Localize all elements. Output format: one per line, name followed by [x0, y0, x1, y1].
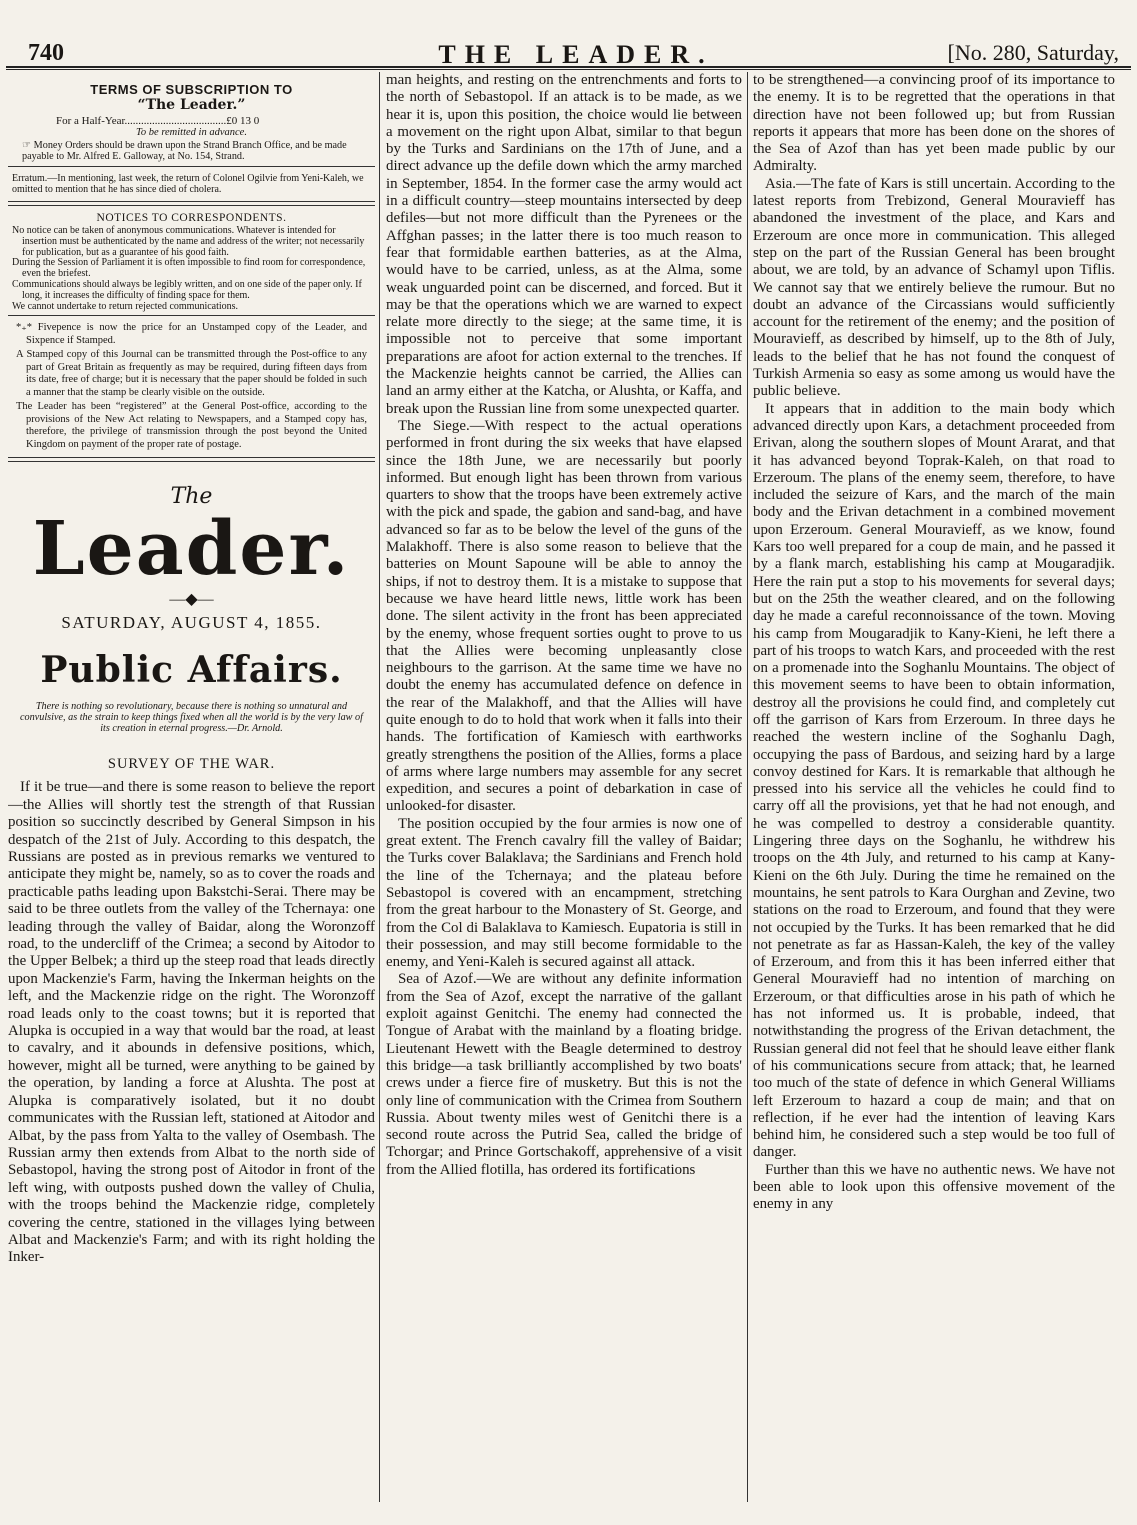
- subscription-rate: For a Half-Year.....................................£0 13 0: [56, 115, 260, 127]
- paragraph: If it be true—and there is some reason to believe the report—the Allies will shortly test the strength of that Russian position so succinctly described by General Simpson in his despatch of the 21st of July. According to this despatch, the Russians are posted as in previous remarks we ventured to anticipate they might be, namely, so as to cover the roads and practicable paths leading upon Bakstchi-Serai. There may be said to be three outlets from the valley of the Tchernaya: one leading through the valley of Baidar, along the Woronzoff road, to the undercliff of the Crimea; a second by Aitodor to the Upper Belbek; a third up the steep road that leads directly upon Mackenzie's Farm, having the Inkerman heights on the left, and the Mackenzie ridge on the right. The Woronzoff road leads only to the coast towns; but it is reported that Alupka is occupied in a way that would bar the road, at least to cavalry, and it abounds in defensive positions, which, however, might all be turned, were anything to be gained by the operation, by landing a force at Alushta. The post at Alupka is comparatively isolated, but it no doubt communicates with the Russian left, stationed at Aitodor and Albat, by the pass from Yalta to the valley of Osembash. The Russian army then extends from Albat to the north side of Sebastopol, having the strong post of Aitodor in front of the left wing, with outposts pushed down the valley of Chulia, with the troops behind the Mackenzie ridge, completely covering the centre, stationed in the villages lying between Albat and Mackenzie's Farm; and with its right holding the Inker-: [8, 779, 375, 1266]
- article-body: [386, 72, 742, 1179]
- article-body: [753, 72, 1115, 1214]
- leader-logo: [8, 484, 375, 609]
- logo-ornament: —◆—: [169, 591, 214, 609]
- paragraph: Sea of Azof.—We are without any definite information from the Sea of Azof, except the narrative of the gallant exploit against Genitchi. The enemy had connected the Tongue of Arabat with the mainland by a floating bridge. Lieutenant Hewett with the Beagle determined to destroy this bridge—a task brilliantly accomplished by two boats' crews under a fierce fire of musketry. But this is not the only line of communication with the Crimea from Southern Russia. About twenty miles west of Genitchi there is a second route across the Putrid Sea, called the bridge of Tchorgar; and Prince Gortschakoff, apprehensive of a visit from the Allied flotilla, has ordered its fortifications: [386, 971, 742, 1178]
- paragraph: man heights, and resting on the entrenchments and forts to the north of Sebastopol. If an attack is to be made, as we hear it is, upon this position, the choice would lie between a movement on the right upon Albat, similar to that begun by the Turks and Sardinians on the 17th of June, and a direct advance up the defile down which the army marched in September, 1854. In the former case the army would act in a difficult country—steep mountains intersected by deep defiles—but not more difficult than the Pyrenees or the Affghan passes; in the latter there is too much reason to fear that formidable earthen batteries, as at the Alma, would have to be carried, unless, as at the Alma, some weak unguarded point can be discerned, and forced. But it may be that the operations which we are warned to expect relate more directly to the siege; at the same time, it is impossible not to perceive that some important preparations are afoot for action external to the trenches. If the Mackenzie heights cannot be carried, the Allies can land an army either at the Katcha, or Alushta, or Kaffa, and break upon the Russian line from some unexpected quarter.: [386, 72, 742, 417]
- logo-name: Leader.: [32, 506, 351, 593]
- subscription-heading: TERMS OF SUBSCRIPTION TO: [90, 82, 293, 97]
- column-3: [753, 72, 1115, 1502]
- article-body: [8, 779, 375, 1266]
- notice-item: No notice can be taken of anonymous communications. Whatever is intended for insertion must be authenticated by the name and address of the writer; not necessarily for publication, but as a guarantee of his good faith.: [12, 225, 365, 258]
- notice-item: We cannot undertake to return rejected communications.: [12, 300, 239, 312]
- page-number: 740: [28, 40, 64, 66]
- divider: [8, 315, 375, 316]
- divider: [8, 205, 375, 206]
- terms-item: A Stamped copy of this Journal can be transmitted through the Post-office to any part of Great Britain as frequently as may be required, during fifteen days from its date, free of charge; but it is necessary that the paper should be folded in such a manner that the stamp be clearly visible on the outside.: [16, 349, 367, 398]
- column-2: [386, 72, 742, 1502]
- divider: [8, 457, 375, 458]
- notice-item: Communications should always be legibly written, and on one side of the paper only. If long, it increases the difficulty of finding space for them.: [12, 278, 362, 301]
- notices-list: [12, 226, 371, 312]
- divider: [8, 461, 375, 462]
- section-heading: SURVEY OF THE WAR.: [107, 756, 276, 773]
- notice-item: During the Session of Parliament it is often impossible to find room for correspondence, even the briefest.: [12, 257, 366, 280]
- subscription-paper-name: “The Leader.”: [137, 97, 246, 113]
- header-rule: [6, 66, 1131, 68]
- terms-list: [16, 322, 367, 451]
- dateline: SATURDAY, AUGUST 4, 1855.: [61, 613, 322, 633]
- terms-item: *₊* Fivepence is now the price for an Unstamped copy of the Leader, and Sixpence if Stamped.: [16, 322, 367, 346]
- column-divider: [379, 72, 380, 1502]
- header-rule-thin: [6, 69, 1131, 70]
- money-orders-note: ☞ Money Orders should be drawn upon the Strand Branch Office, and be made payable to Mr. Alfred E. Galloway, at No. 154, Strand.: [22, 140, 347, 162]
- notices-heading: NOTICES TO CORRESPONDENTS.: [96, 212, 287, 224]
- paragraph: It appears that in addition to the main body which advanced directly upon Kars, a detachment proceeded from Erivan, along the southern slopes of Mount Ararat, and that it has advanced beyond Toprak-Kaleh, on that road to Erzeroum. The plans of the enemy seem, therefore, to have included the seizure of Kars, and the march of the main body and the Erivan detachment in a combined movement upon Erzeroum. General Mouravieff, as we know, found Kars too well prepared for a coup de main, and he passed it by a flank march, establishing his camp at Mougaradjik. Here the rain put a stop to his movements for several days; but on the 25th the weather cleared, and on the following day he made a careful reconnoissance of the town. Moving his camp from Mougaradjik to Kany-Kieni, he left there a part of his troops to watch Kars, and proceeded with the rest on a promenade into the Soghanlu Mountains. The object of this movement seems to have been to obtain information, destroy all the provisions he could find, and completely cut off the garrison of Kars from Erzeroum. In three days he reached the western incline of the Soghanlu Dagh, occupying the pass of Bardous, and seizing hard by a large convoy destined for Kars. It is remarkable that although he pressed into his service all the vehicles he could find to carry off all the provisions, yet that he had not enough, and he was compelled to destroy a considerable quantity. Lingering three days on the Soghanlu, he withdrew his troops on the 4th July, and returned to his camp at Kany-Kieni on the 6th July. During the time he remained on the mountains, he sent patrols to Kara Ourghan and Zevine, two stations on the road to Erzeroum, and found that they were not occupied by the Turks. It has been remarked that he did not penetrate as far as Hassan-Kaleh, the key of the valley of Erzeroum, and from this it has been inferred either that General Mouravieff had no intention of marching on Erzeroum, or that difficulties arose in his path of which he has not informed us. It is probable, indeed, that notwithstanding the progress of the Erivan detachment, the Russian general did not feel that he should leave either flank of his communications secure from attack; that, he learned too much of the state of defence in which General Williams left Erzeroum to hazard a coup de main; and that on reflection, if he ever had the intention of leaving Kars behind him, he considered such a step would be too full of danger.: [753, 400, 1115, 1161]
- paragraph: to be strengthened—a convincing proof of its importance to the enemy. It is to be regretted that the operations in that direction have not been followed up; but from Russian reports it appears that more has been done on the shores of the Sea of Azof than has yet been made public by our Admiralty.: [753, 72, 1115, 175]
- divider: [8, 201, 375, 202]
- paragraph: Further than this we have no authentic news. We have not been able to look upon this offensive movement of the enemy in any: [753, 1161, 1115, 1213]
- paragraph: Asia.—The fate of Kars is still uncertain. According to the latest reports from Trebizond, General Mouravieff has abandoned the investment of the place, and Kars and Erzeroum are once more in communication. This alleged step on the part of the Russian General has been brought about, we are told, by an advance of Schamyl upon Tiflis. We cannot say that we entirely believe the rumour. But no doubt an advance of the Circassians would sufficiently account for the retirement of the enemy; and the position of Mouravieff, as described by himself, up to the 8th of July, leads to the belief that he has not found the conquest of Turkish Armenia so easy as some among us would have the public believe.: [753, 175, 1115, 400]
- issue-label: [No. 280, Saturday,: [947, 40, 1119, 65]
- page-header: [6, 34, 1131, 69]
- logo-the: The: [170, 484, 213, 510]
- erratum: Erratum.—In mentioning, last week, the return of Colonel Ogilvie from Yeni-Kaleh, we omitted to mention that he has since died of cholera.: [12, 173, 364, 195]
- paragraph: The Siege.—With respect to the actual operations performed in front during the six weeks that have elapsed since the 18th June, we are necessarily but poorly informed. But enough light has been thrown from various quarters to show that the troops have been extremely active with the pick and spade, the gabion and sand-bag, and have advanced so far as to be below the level of the guns of the Malakhoff. There is also some reason to believe that the batteries on Mount Sapoune will be able to annoy the ships, if not to destroy them. It is a mistake to suppose that because we have heard little news, little work has been done. The silent activity in the front has been appreciated by the enemy, whose frequent sorties ought to prove to us that the Allies were becoming unpleasantly close neighbours to the garrison. At the same time we have no doubt the enemy has accumulated defence on defence in the rear of the Malakhoff, and that the Allies will have quite enough to do to hold that work when it falls into their hands. The fortification of Kamiesch with earthworks greatly strengthens the position of the Allies, forms a place of arms where large numbers may assemble for any secret expedition, and secures a point of debarkation in case of unlooked-for disaster.: [386, 417, 742, 815]
- subscription-advance-note: To be remitted in advance.: [136, 127, 247, 138]
- terms-item: The Leader has been “registered” at the General Post-office, according to the provisions of the New Act relating to Newspapers, and a Stamped copy has, therefore, the privilege of transmission through the post beyond the United Kingdom on payment of the proper rate of postage.: [16, 401, 367, 450]
- column-1: [8, 72, 375, 1502]
- column-divider: [747, 72, 748, 1502]
- epigraph-quote: There is nothing so revolutionary, because there is nothing so unnatural and convulsive, as the strain to keep things fixed when all the world is by the very law of its creation in eternal progress.—Dr. Arnold.: [20, 701, 363, 735]
- paragraph: The position occupied by the four armies is now one of great extent. The French cavalry fill the valley of Baidar; the Turks cover Balaklava; the Sardinians and French hold the line of the Tchernaya; and the plateau before Sebastopol is covered with an encampment, stretching from the great harbour to the Monastery of St. George, and from the Col di Balaklava to Kamiesch. Eupatoria is still in their possession, and may still become formidable to the enemy, and Yeni-Kaleh is secured against all attack.: [386, 815, 742, 971]
- running-title: THE LEADER.: [438, 40, 714, 69]
- public-affairs-heading: Public Affairs.: [40, 649, 343, 692]
- divider: [8, 166, 375, 167]
